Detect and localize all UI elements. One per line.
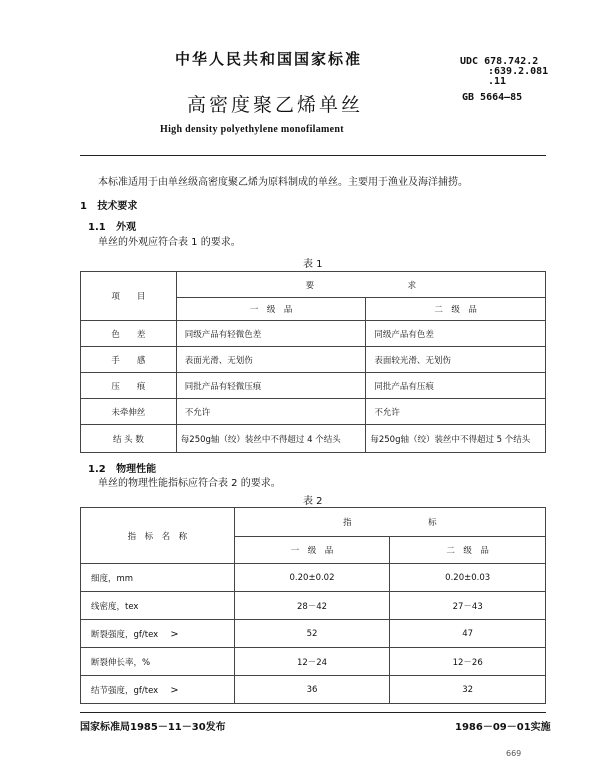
- udc-code: [460, 57, 548, 87]
- section-1-2-heading: [88, 460, 156, 475]
- table-row: [81, 399, 546, 425]
- greater-than-mark: >: [170, 684, 179, 696]
- row-name-text: 细度，mm: [91, 573, 134, 584]
- grade-1-value: 每250g轴（绞）装丝中不得超过 4 个结头: [176, 425, 366, 453]
- table-row: [81, 648, 546, 676]
- document-title-cn: 高密度聚乙烯单丝: [187, 94, 364, 116]
- row-name: [81, 676, 235, 704]
- greater-than-mark: >: [170, 628, 179, 640]
- issued-date: 国家标准局1985－11－30发布: [80, 722, 226, 733]
- intro-paragraph: 本标准适用于由单丝级高密度聚乙烯为原料制成的单丝。主要用于渔业及海洋捕捞。: [98, 177, 468, 188]
- section-title: 外观: [116, 222, 137, 233]
- item-header: 项 目: [81, 272, 177, 321]
- table-2: [80, 507, 546, 704]
- table-row: [81, 676, 546, 704]
- row-name: [81, 620, 235, 648]
- grade-2-value: 0.20±0.03: [390, 564, 546, 592]
- effective-date: 1986－09－01实施: [455, 722, 551, 733]
- grade-2-header: 二 级 品: [390, 537, 546, 564]
- row-name-text: 线密度，tex: [91, 601, 139, 612]
- grade-1-value: 不允许: [176, 399, 366, 425]
- row-name-text: 断裂强度，gf/tex: [91, 629, 159, 640]
- row-name: [81, 592, 235, 620]
- requirement-header: 要 求: [176, 272, 545, 298]
- udc-line: UDC 678.742.2: [460, 56, 539, 67]
- table-row: [81, 592, 546, 620]
- grade-1-value: 12－24: [234, 648, 390, 676]
- grade-1-value: 52: [234, 620, 390, 648]
- page-number: 669: [506, 749, 522, 758]
- top-divider: [80, 155, 546, 156]
- row-name: [81, 648, 235, 676]
- index-header: 指 标: [234, 508, 545, 537]
- grade-2-value: 同级产品有色差: [366, 321, 546, 347]
- grade-1-value: 表面光滑、无划伤: [176, 347, 366, 373]
- section-number: 1.2: [88, 464, 106, 475]
- bottom-divider: [80, 712, 546, 713]
- grade-1-value: 0.20±0.02: [234, 564, 390, 592]
- udc-line: :639.2.081: [488, 66, 549, 77]
- table-row: [81, 321, 546, 347]
- section-title: 技术要求: [97, 201, 138, 212]
- udc-line: .11: [488, 76, 507, 87]
- grade-2-value: 每250g轴（绞）装丝中不得超过 5 个结头: [366, 425, 546, 453]
- grade-1-value: 同级产品有轻微色差: [176, 321, 366, 347]
- grade-2-value: 同批产品有压痕: [366, 373, 546, 399]
- section-1-2-text: 单丝的物理性能指标应符合表 2 的要求。: [98, 478, 281, 489]
- table-row: [81, 373, 546, 399]
- grade-2-value: 32: [390, 676, 546, 704]
- grade-2-header: 二 级 品: [366, 298, 546, 321]
- row-item: 结 头 数: [81, 425, 177, 453]
- grade-1-header: 一 级 品: [234, 537, 390, 564]
- table-row: [81, 620, 546, 648]
- name-header: 指 标 名 称: [81, 508, 235, 564]
- table-row: [81, 564, 546, 592]
- section-1-1-heading: [88, 218, 136, 233]
- row-item: 压 痕: [81, 373, 177, 399]
- grade-1-value: 36: [234, 676, 390, 704]
- row-item: 色 差: [81, 321, 177, 347]
- grade-2-value: 不允许: [366, 399, 546, 425]
- table-1: [80, 271, 546, 453]
- row-item: 未牵伸丝: [81, 399, 177, 425]
- document-title-en: High density polyethylene monofilament: [160, 124, 344, 135]
- grade-2-value: 表面较光滑、无划伤: [366, 347, 546, 373]
- row-name-text: 结节强度，gf/tex: [91, 685, 159, 696]
- grade-1-value: 28－42: [234, 592, 390, 620]
- grade-2-value: 47: [390, 620, 546, 648]
- row-name: [81, 564, 235, 592]
- table-row: [81, 347, 546, 373]
- section-1-heading: [80, 197, 137, 212]
- grade-2-value: 12－26: [390, 648, 546, 676]
- row-item: 手 感: [81, 347, 177, 373]
- section-number: 1.1: [88, 222, 106, 233]
- table-row: [81, 425, 546, 453]
- section-1-1-text: 单丝的外观应符合表 1 的要求。: [98, 237, 241, 248]
- table-1-caption: 表 1: [303, 259, 323, 270]
- section-number: 1: [80, 201, 87, 212]
- standard-title: 中华人民共和国国家标准: [175, 50, 363, 68]
- table-2-caption: 表 2: [303, 496, 323, 507]
- grade-1-value: 同批产品有轻微压痕: [176, 373, 366, 399]
- gb-number: GB 5664—85: [462, 92, 523, 103]
- grade-2-value: 27－43: [390, 592, 546, 620]
- section-title: 物理性能: [116, 464, 157, 475]
- grade-1-header: 一 级 品: [176, 298, 366, 321]
- row-name-text: 断裂伸长率，%: [91, 657, 151, 668]
